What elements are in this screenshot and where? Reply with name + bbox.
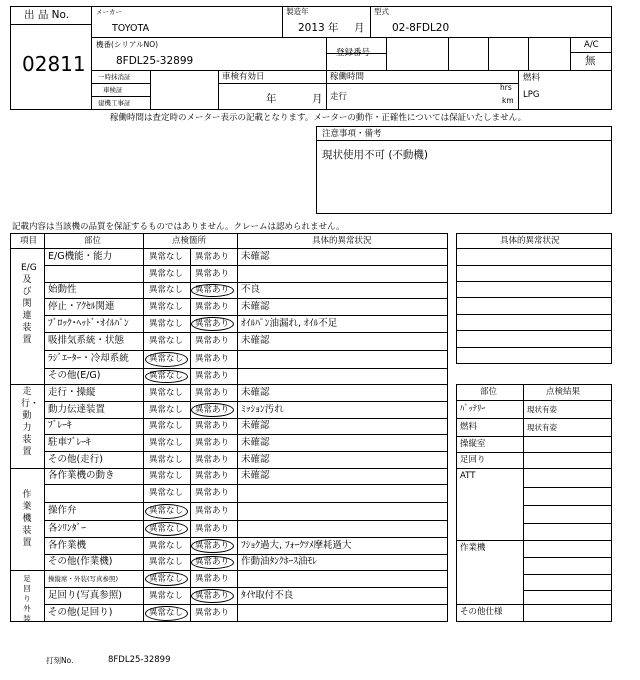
- row-part: 動力伝達装置: [48, 404, 106, 415]
- stamp-value: 8FDL25-32899: [108, 655, 171, 665]
- fuel-value: LPG: [523, 90, 540, 100]
- year-label: 製造年: [286, 7, 309, 16]
- ng-option[interactable]: 異常あり: [195, 488, 230, 498]
- ok-option[interactable]: 異常なし: [149, 319, 184, 329]
- row-part: 駐車ﾌﾞﾚｰｷ: [48, 437, 91, 448]
- hours-label: 稼働時間: [330, 72, 365, 82]
- ng-circle-mark: [191, 317, 234, 331]
- ok-option[interactable]: 異常なし: [149, 388, 184, 398]
- ok-circle-mark: [145, 572, 188, 586]
- ng-option[interactable]: 異常あり: [195, 336, 230, 346]
- category-label: 足回り外装: [23, 574, 31, 623]
- category-label: 走行・動力装置: [21, 387, 40, 457]
- ng-circle-mark: [191, 589, 234, 603]
- lot-number: 02811: [22, 52, 86, 76]
- disclaimer: 記載内容は当該機の品質を保証するものではありません。クレームは認められません。: [12, 222, 345, 232]
- inspection-month-unit: 月: [312, 93, 323, 105]
- ng-option[interactable]: 異常あり: [195, 302, 230, 312]
- row-detail: 未確認: [241, 470, 270, 481]
- ng-option[interactable]: 異常あり: [195, 252, 230, 262]
- row-detail: ﾌｼｮｸ過大, ﾌｫｰｸﾂﾒ摩耗過大: [241, 540, 352, 551]
- ng-option[interactable]: 異常あり: [195, 438, 230, 448]
- row-part: ﾗｼﾞｴｰﾀｰ・冷却系統: [48, 353, 129, 364]
- fuel-result: 現状有姿: [527, 423, 557, 432]
- row-part: 各ｼﾘﾝﾀﾞｰ: [48, 523, 87, 534]
- ok-option[interactable]: 異常なし: [149, 591, 184, 601]
- ok-circle-mark: [145, 370, 188, 383]
- row-detail: 未確認: [241, 251, 270, 262]
- ng-option[interactable]: 異常あり: [195, 371, 230, 381]
- ok-option[interactable]: 異常なし: [149, 302, 184, 312]
- row-part: ﾌﾞﾛｯｸ･ﾍｯﾄﾞ･ｵｲﾙﾊﾟﾝ: [48, 318, 129, 329]
- ng-option[interactable]: 異常あり: [195, 354, 230, 364]
- row-detail: ｵｲﾙﾊﾟﾝ油漏れ, ｵｲﾙ不足: [241, 318, 338, 329]
- ok-option[interactable]: 異常なし: [149, 421, 184, 431]
- ok-circle-mark: [145, 352, 188, 367]
- side-detail-title: 具体的異常状況: [500, 236, 560, 246]
- hours-unit: hrs: [500, 83, 512, 92]
- row-detail: 作動油ﾀﾝｸﾎｰｽ油ﾓﾚ: [241, 556, 318, 567]
- att-label: ATT: [460, 471, 476, 481]
- row-detail: 未確認: [241, 420, 270, 431]
- registration-label: 登録番号: [336, 48, 371, 58]
- ng-option[interactable]: 異常あり: [195, 388, 230, 398]
- header-check: 点検箇所: [172, 236, 207, 246]
- stamp-label: 打刻No.: [46, 656, 74, 665]
- maker-label: メーカー: [96, 8, 122, 16]
- remarks-text: 現状使用不可 (不動機): [322, 149, 429, 161]
- inspection-date-label: 車検有効日: [222, 72, 265, 82]
- row-part: その他(E/G): [48, 370, 101, 381]
- travel-label: 走行: [330, 92, 348, 102]
- header-part: 部位: [84, 236, 102, 246]
- row-detail: 未確認: [241, 437, 270, 448]
- serial-value: 8FDL25-32899: [116, 55, 194, 67]
- vehicle-cert-label: 車検証: [103, 86, 123, 94]
- ok-option[interactable]: 異常なし: [149, 285, 184, 295]
- ok-circle-mark: [145, 504, 188, 519]
- construction-cert-label: 建機工事証: [98, 99, 131, 107]
- ac-label: A/C: [584, 40, 599, 50]
- row-detail: 未確認: [241, 454, 270, 465]
- row-detail: ﾀｲﾔ取付不良: [241, 590, 294, 601]
- ac-value: 無: [585, 55, 596, 67]
- ok-option[interactable]: 異常なし: [149, 455, 184, 465]
- serial-label: 機番(シリアルNO): [96, 40, 159, 49]
- ok-option[interactable]: 異常なし: [149, 336, 184, 346]
- ng-option[interactable]: 異常あり: [195, 471, 230, 481]
- hours-note: 稼働時間は査定時のメーター表示の記載となります。メーターの動作・正確性については保証いたしません。: [110, 113, 527, 123]
- ok-option[interactable]: 異常なし: [149, 252, 184, 262]
- ng-option[interactable]: 異常あり: [195, 574, 230, 584]
- row-part: 各作業機: [48, 540, 87, 551]
- ng-option[interactable]: 異常あり: [195, 541, 230, 551]
- ng-circle-mark: [191, 403, 234, 417]
- row-part: その他(足回り): [48, 607, 113, 618]
- header-category: 項目: [20, 236, 38, 246]
- row-part: ﾌﾞﾚｰｷ: [48, 420, 72, 431]
- row-part: 始動性: [48, 284, 77, 295]
- row-part: 操作弁: [48, 505, 77, 516]
- ng-option[interactable]: 異常あり: [195, 506, 230, 516]
- ng-option[interactable]: 異常あり: [195, 591, 230, 601]
- row-part: 操縦席・外装(写真参照): [48, 575, 119, 583]
- ok-option[interactable]: 異常なし: [149, 405, 184, 415]
- model-value: 02-8FDL20: [392, 22, 450, 34]
- inspection-year-unit: 年: [266, 93, 277, 105]
- row-part: E/G機能・能力: [48, 251, 113, 262]
- ng-option[interactable]: 異常あり: [195, 608, 230, 618]
- row-part: 吸排気系統・状態: [48, 335, 125, 346]
- undercarriage-label: 足回り: [460, 455, 486, 465]
- ok-option[interactable]: 異常なし: [149, 524, 184, 534]
- row-detail: ﾐｯｼｮﾝ汚れ: [241, 404, 284, 415]
- ng-option[interactable]: 異常あり: [195, 285, 230, 295]
- fuel-part-label: 燃料: [460, 422, 478, 432]
- row-detail: 未確認: [241, 387, 270, 398]
- parts-col-result: 点検結果: [546, 387, 581, 397]
- ok-option[interactable]: 異常なし: [149, 557, 184, 567]
- fuel-label: 燃料: [523, 73, 541, 83]
- row-part: その他(作業機): [48, 556, 113, 567]
- ng-option[interactable]: 異常あり: [195, 524, 230, 534]
- ng-option[interactable]: 異常あり: [195, 405, 230, 415]
- category-label: E/G及び関連装置: [21, 263, 37, 345]
- row-part: 走行・操縦: [48, 387, 96, 398]
- ng-option[interactable]: 異常あり: [195, 319, 230, 329]
- ng-circle-mark: [191, 556, 234, 569]
- ok-option[interactable]: 異常なし: [149, 608, 184, 618]
- model-label: 型式: [374, 7, 389, 16]
- row-detail: 未確認: [241, 301, 270, 312]
- row-part: 足回り(写真参照): [48, 590, 122, 601]
- ng-circle-mark: [191, 284, 234, 297]
- ok-option[interactable]: 異常なし: [149, 269, 184, 279]
- ok-option[interactable]: 異常なし: [149, 488, 184, 498]
- year-value: 2013 年: [298, 22, 339, 34]
- parts-col-part: 部位: [480, 387, 498, 397]
- remarks-title: 注意事項・備考: [322, 129, 382, 139]
- work-machine-label: 作業機: [460, 543, 486, 553]
- ok-option[interactable]: 異常なし: [149, 471, 184, 481]
- ok-circle-mark: [145, 522, 188, 536]
- ng-option[interactable]: 異常あり: [195, 421, 230, 431]
- ok-option[interactable]: 異常なし: [149, 574, 184, 584]
- ng-circle-mark: [191, 539, 234, 553]
- cab-label: 操縦室: [460, 439, 486, 449]
- ok-circle-mark: [145, 606, 188, 621]
- row-part: 停止・ｱｸｾﾙ関連: [48, 301, 115, 312]
- header-detail: 具体的異常状況: [312, 236, 372, 246]
- row-detail: 不良: [241, 284, 261, 295]
- ok-option[interactable]: 異常なし: [149, 438, 184, 448]
- ng-option[interactable]: 異常あり: [195, 269, 230, 279]
- ok-option[interactable]: 異常なし: [149, 371, 184, 381]
- km-unit: km: [502, 96, 514, 105]
- ok-option[interactable]: 異常なし: [149, 354, 184, 364]
- temp-permit-label: 一時抹消証: [98, 73, 131, 81]
- battery-result: 現状有姿: [527, 405, 557, 414]
- row-part: 各作業機の動き: [48, 470, 115, 481]
- ng-option[interactable]: 異常あり: [195, 557, 230, 567]
- month-suffix: 月: [354, 22, 365, 34]
- category-label: 作業機装置: [22, 490, 32, 548]
- row-detail: 未確認: [241, 335, 270, 346]
- ok-option[interactable]: 異常なし: [149, 541, 184, 551]
- ok-option[interactable]: 異常なし: [149, 506, 184, 516]
- row-part: その他(走行): [48, 454, 103, 465]
- lot-label: 出 品 No.: [24, 9, 70, 21]
- other-spec-label: その他仕様: [460, 607, 503, 617]
- battery-label: ﾊﾞｯﾃﾘｰ: [460, 404, 486, 414]
- ng-option[interactable]: 異常あり: [195, 455, 230, 465]
- maker-value: TOYOTA: [112, 23, 150, 34]
